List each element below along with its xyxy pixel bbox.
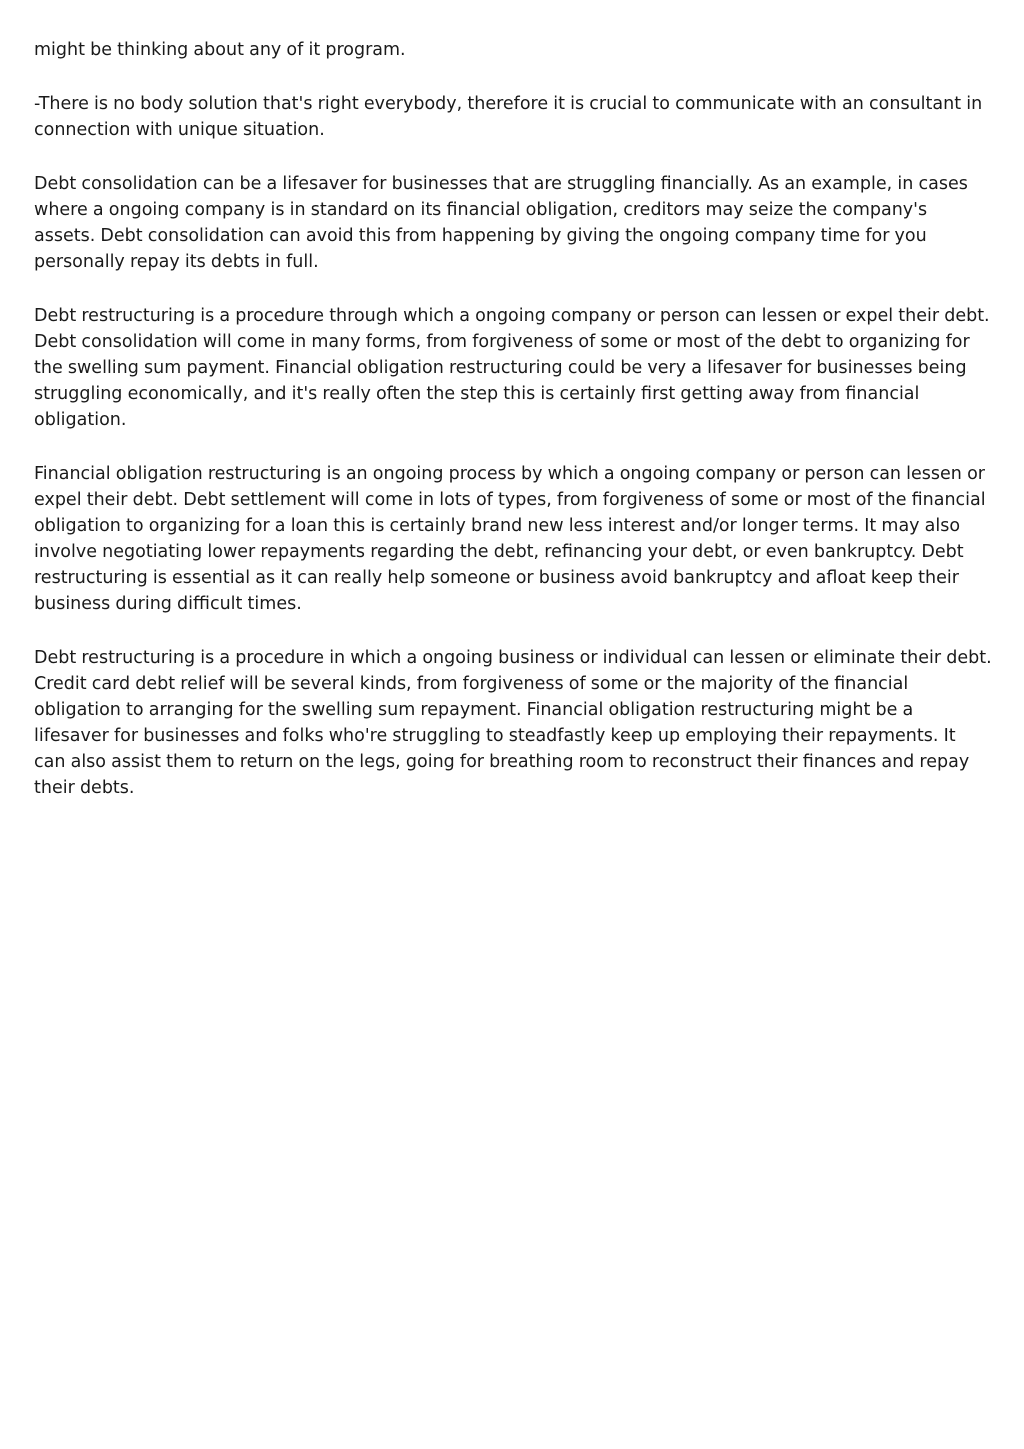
paragraph-consultant-note: -There is no body solution that's right everybody, therefore it is crucial to communicate with an consultant in connection with unique situation. <box>34 94 983 140</box>
paragraph-debt-restructuring-intro: Debt restructuring is a procedure through which a ongoing company or person can lessen or expel their debt. Debt consolidation will come in many forms, from forgiveness of some or most of the debt to organizing for the swelling sum payment. Financial obligation restructuring could be very a lifesaver for businesses being struggling economically, and it's really often the step this is certainly first getting away from financial obligation. <box>34 306 990 430</box>
paragraph-continuation: might be thinking about any of it program. <box>34 40 406 60</box>
paragraph-restructuring-process: Financial obligation restructuring is an ongoing process by which a ongoing company or person can lessen or expel their debt. Debt settlement will come in lots of types, from forgiveness of some or most of the financial obligation to organizing for a loan this is certainly brand new less interest and/or longer terms. It may also involve negotiating lower repayments regarding the debt, refinancing your debt, or even bankruptcy. Debt restructuring is essential as it can really help someone or business avoid bankruptcy and afloat keep their business during difficult times. <box>34 464 986 614</box>
document-page <box>34 37 992 829</box>
paragraph-restructuring-relief: Debt restructuring is a procedure in which a ongoing business or individual can lessen or eliminate their debt. Credit card debt relief will be several kinds, from forgiveness of some or the majority of the financial obligation to arranging for the swelling sum repayment. Financial obligation restructuring might be a lifesaver for businesses and folks who're struggling to steadfastly keep up employing their repayments. It can also assist them to return on the legs, going for breathing room to reconstruct their finances and repay their debts. <box>34 648 992 798</box>
paragraph-debt-consolidation: Debt consolidation can be a lifesaver for businesses that are struggling financially. As an example, in cases where a ongoing company is in standard on its financial obligation, creditors may seize the company's assets. Debt consolidation can avoid this from happening by giving the ongoing company time for you personally repay its debts in full. <box>34 174 968 272</box>
